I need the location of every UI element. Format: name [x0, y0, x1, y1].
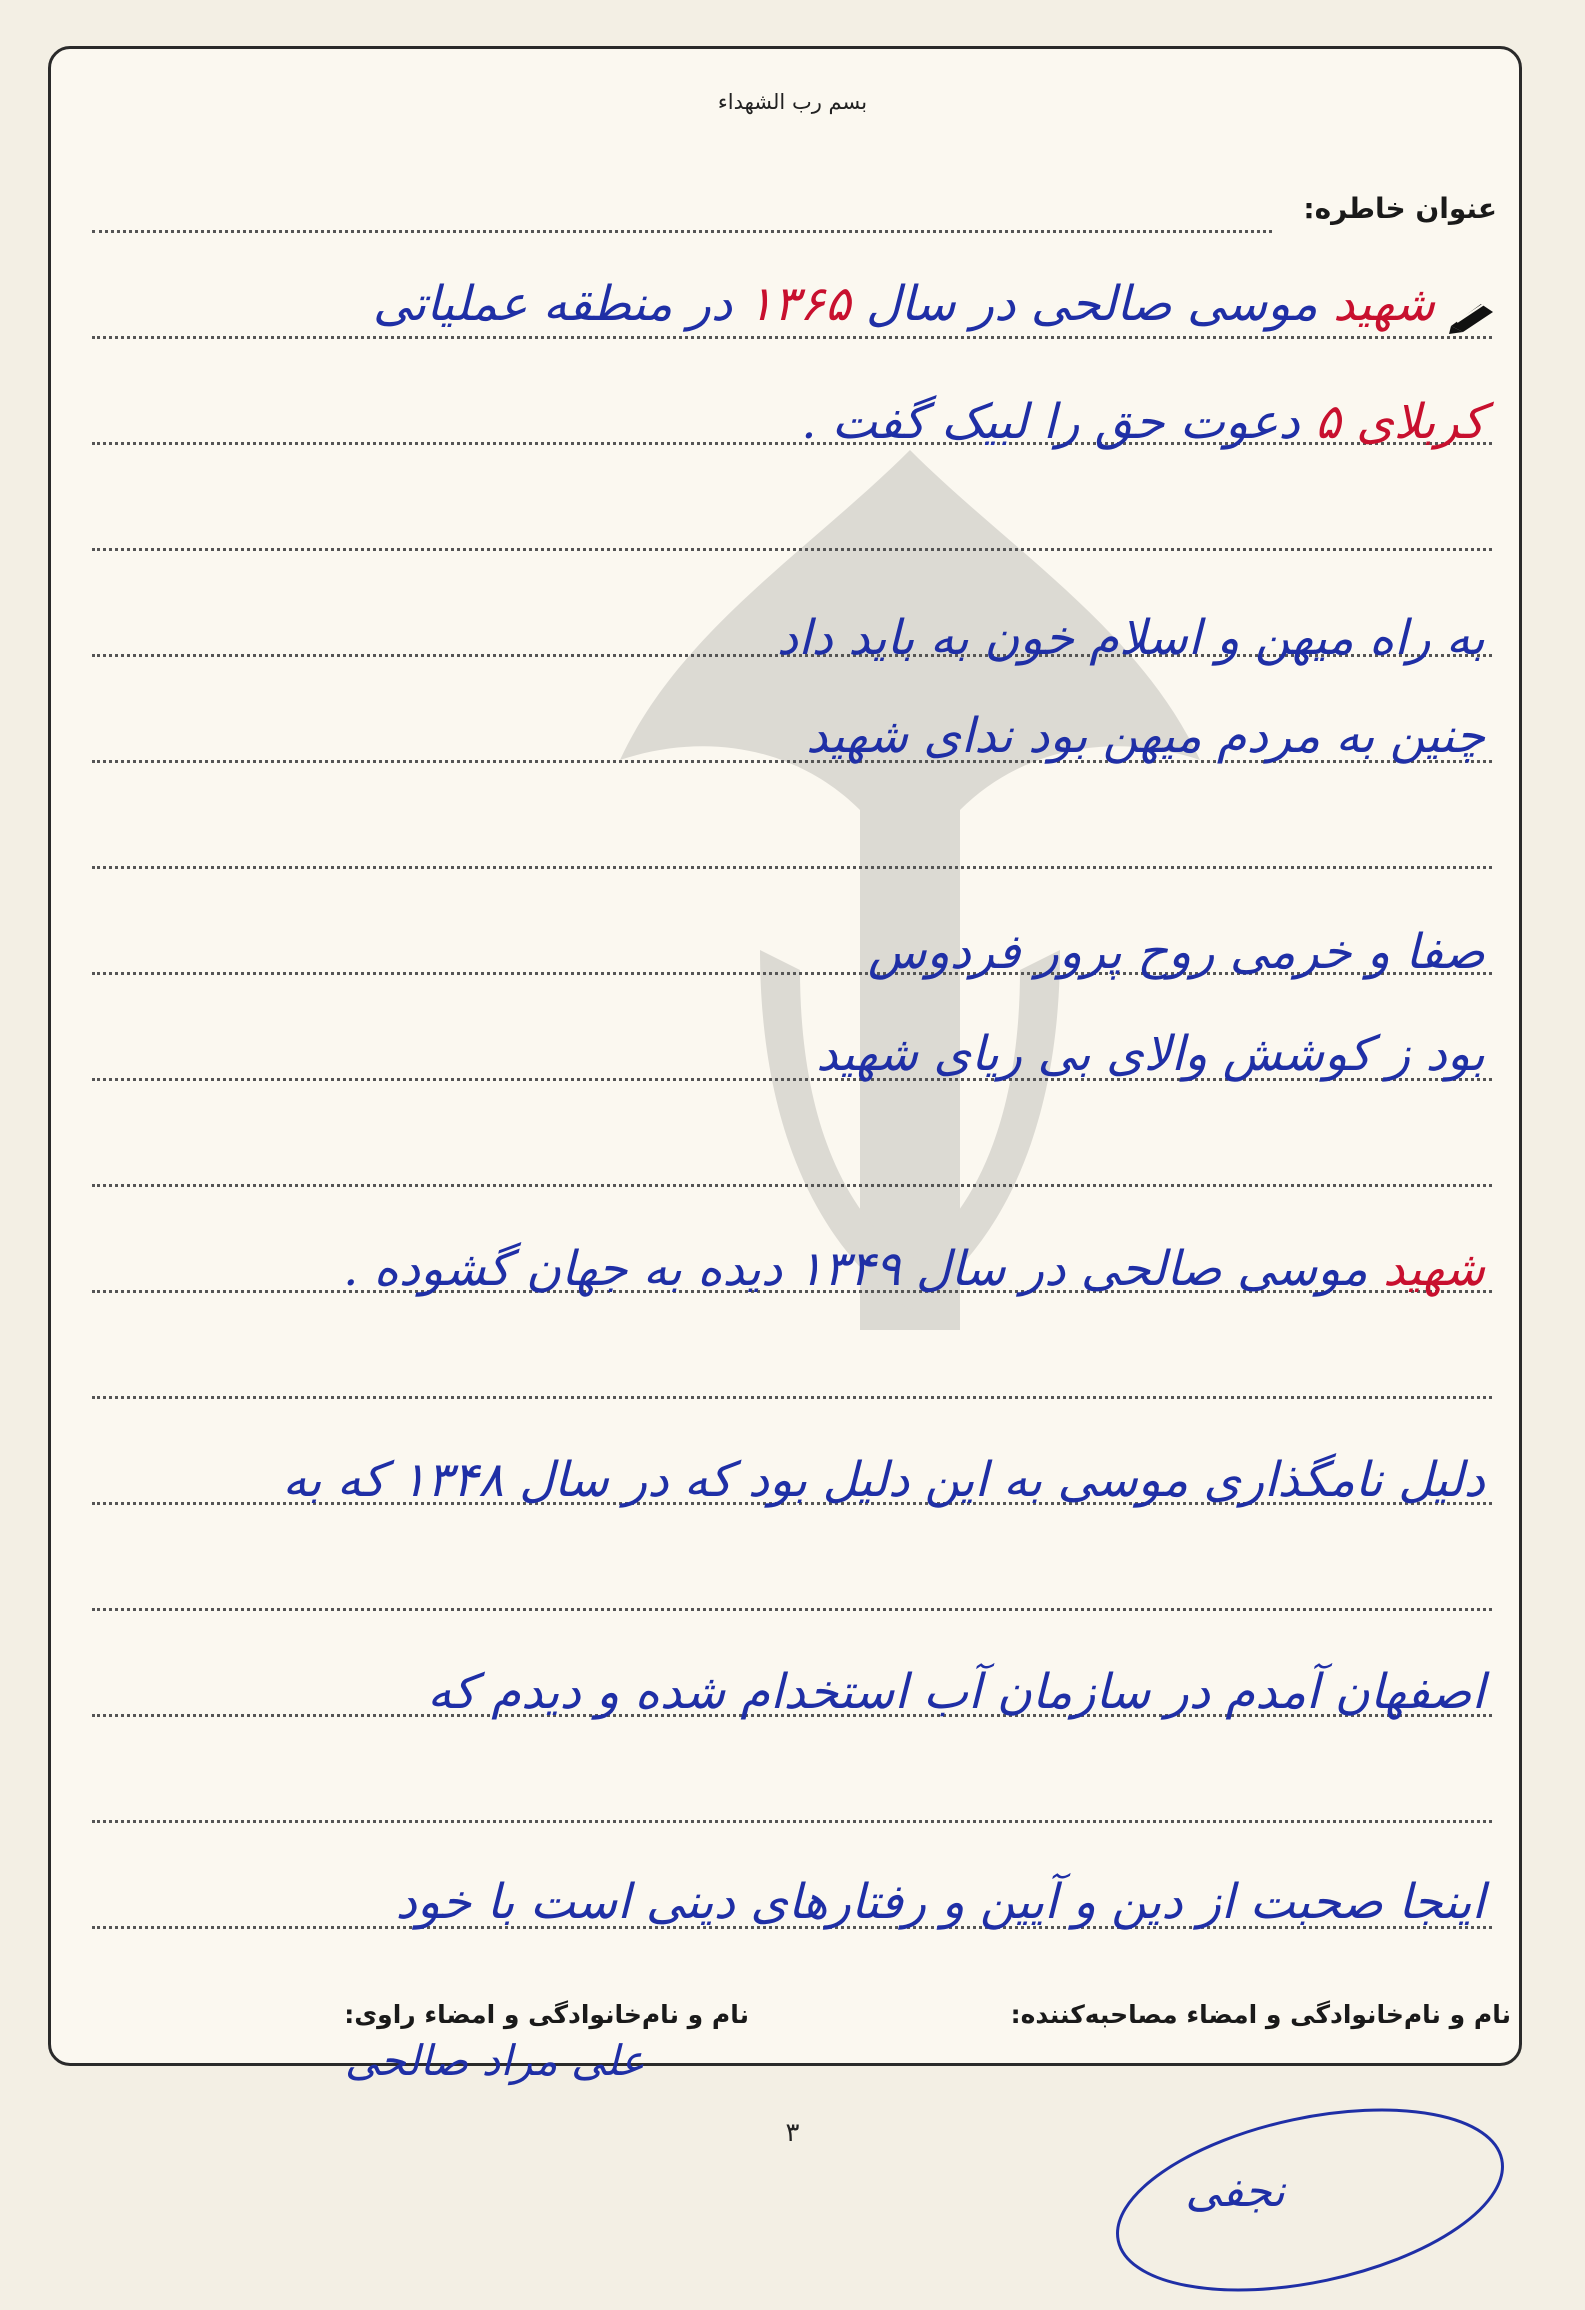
ruled-line	[92, 230, 1272, 233]
year-value: ۱۳۶۵	[747, 276, 851, 332]
narrator-signature: علی مراد صالحی	[344, 2036, 645, 2085]
ruled-line	[92, 866, 1492, 869]
ruled-line	[92, 336, 1492, 339]
ruled-line	[92, 1820, 1492, 1823]
ruled-line	[92, 548, 1492, 551]
text-segment: موسی صالحی در سال	[865, 276, 1318, 332]
interviewer-signature-label: نام و نام‌خانوادگی و امضاء مصاحبه‌کننده:	[1010, 2000, 1511, 2029]
text-segment: موسی صالحی در سال ۱۳۴۹ دیده به جهان گشوده .	[343, 1241, 1368, 1297]
word-shahid: شهید	[1332, 276, 1435, 332]
memoir-title-label: عنوان خاطره:	[1303, 192, 1497, 225]
text-segment: در منطقه عملیاتی	[372, 276, 733, 332]
poem-line: صفا و خرمی روح پرور فردوس	[867, 924, 1485, 980]
poem-line: بود ز کوشش والای بی ریای شهید	[816, 1026, 1485, 1082]
narrator-signature-label: نام و نام‌خانوادگی و امضاء راوی:	[344, 2000, 749, 2029]
poem-line: چنین به مردم میهن بود ندای شهید	[806, 708, 1485, 764]
memoir-line-10: اینجا صحبت از دین و آیین و رفتارهای دینی است با خود	[395, 1874, 1485, 1930]
memoir-line-9: اصفهان آمدم در سازمان آب استخدام شده و دیدم که	[427, 1664, 1485, 1720]
page-number: ۳	[785, 2118, 800, 2148]
text-segment: دعوت حق را لبیک گفت .	[801, 394, 1300, 450]
stamp-signature: نجفی	[1185, 2166, 1285, 2217]
memoir-line-1	[372, 276, 1435, 332]
karbala-label: کربلای ۵	[1315, 394, 1485, 450]
memoir-line-7	[343, 1241, 1485, 1297]
pen-icon	[1447, 296, 1499, 336]
ruled-line	[92, 1184, 1492, 1187]
memoir-line-2	[801, 394, 1485, 450]
ruled-line	[92, 1396, 1492, 1399]
ruled-line	[92, 1608, 1492, 1611]
signature-oval	[1090, 2100, 1530, 2300]
word-shahid: شهید	[1382, 1241, 1485, 1297]
memoir-line-8: دلیل نامگذاری موسی به این دلیل بود که در سال ۱۳۴۸ که به	[282, 1452, 1485, 1508]
basmala-header: بسم رب الشهداء	[717, 90, 868, 114]
poem-line: به راه میهن و اسلام خون به باید داد	[776, 610, 1485, 666]
